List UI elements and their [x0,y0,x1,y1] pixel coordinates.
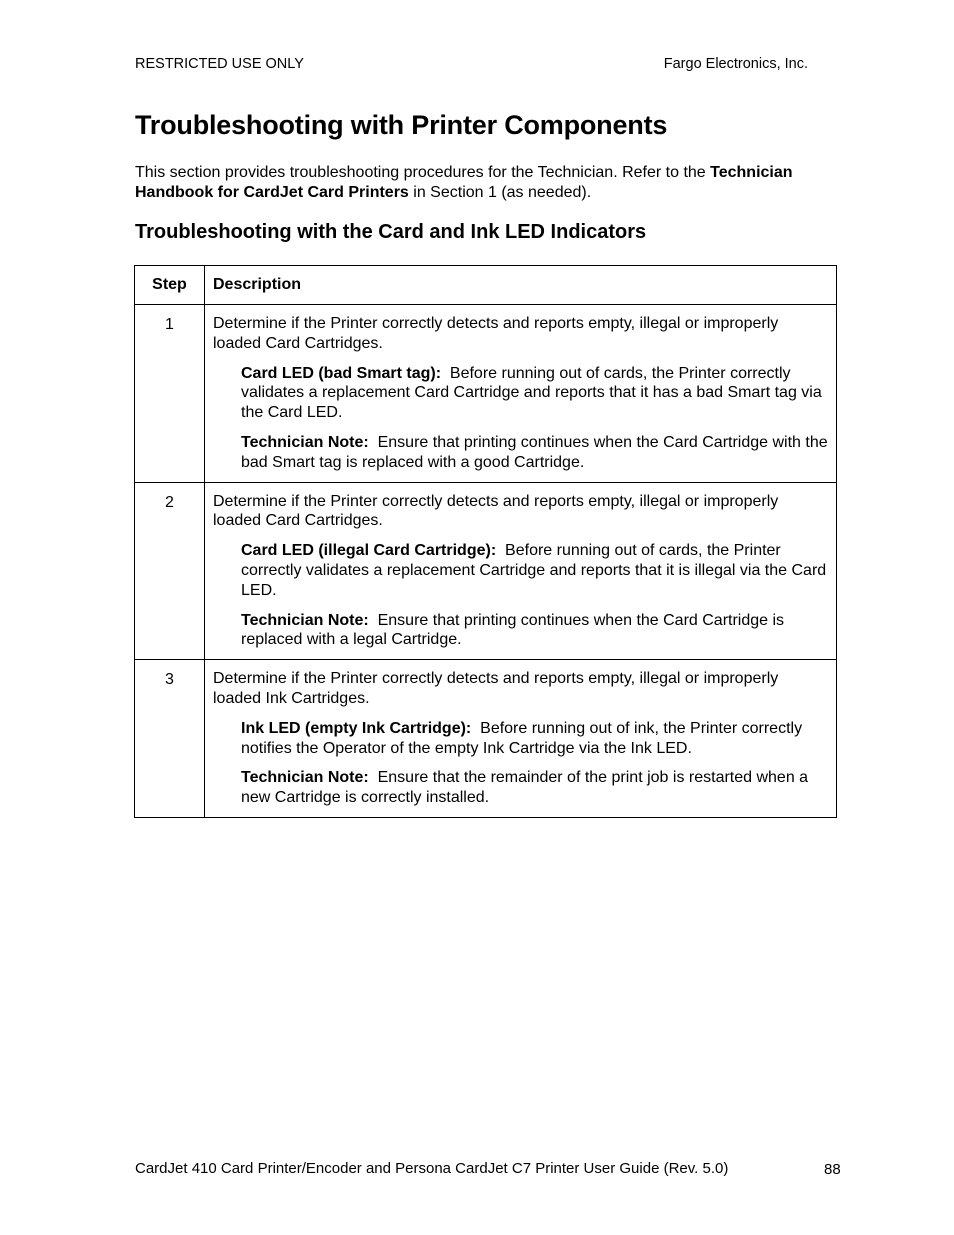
note-text: Ensure that printing continues when the Card Cartridge is replaced with a legal Cartridge. [241,611,789,649]
intro-paragraph [135,163,815,203]
step-lead-text: Determine if the Printer correctly detects and reports empty, illegal or improperly loaded Card Cartridges. [213,315,779,352]
running-header-right: Fargo Electronics, Inc. [663,56,808,72]
column-header-step: Step [135,266,205,305]
step-detail [241,541,831,600]
troubleshooting-table [134,265,837,818]
detail-label: Ink LED (empty Ink Cartridge): [241,719,472,737]
detail-label: Card LED (bad Smart tag): [241,364,442,382]
step-description [205,305,837,483]
technician-note [241,768,828,808]
detail-text: Before running out of cards, the Printer correctly validates a replacement Card Cartridge and reports that it has a bad Smart tag via the Card LED. [241,364,827,422]
note-label: Technician Note: [241,433,369,451]
page-title: Troubleshooting with Printer Components [135,110,668,140]
step-number: 3 [135,660,205,818]
footer-page-number: 88 [824,1161,841,1178]
column-header-description: Description [205,266,837,305]
step-number: 2 [135,482,205,660]
technician-note [241,433,833,473]
table-row [135,482,837,660]
intro-bold-reference: Technician Handbook for CardJet Card Printers [135,164,793,201]
note-text: Ensure that the remainder of the print job is restarted when a new Cartridge is correctly installed. [241,769,813,807]
step-detail [241,719,828,759]
intro-text-1: This section provides troubleshooting procedures for the Technician. Refer to the [135,164,711,181]
table-header-row [135,266,837,305]
step-lead-text: Determine if the Printer correctly detects and reports empty, illegal or improperly loaded Ink Cartridges. [213,670,779,707]
footer-document-title: CardJet 410 Card Printer/Encoder and Persona CardJet C7 Printer User Guide (Rev. 5.0) [135,1160,729,1177]
note-text: Ensure that printing continues when the Card Cartridge with the bad Smart tag is replaced with a good Cartridge. [241,433,833,471]
note-label: Technician Note: [241,769,369,787]
technician-note [241,611,828,651]
table-row [135,305,837,483]
detail-label: Card LED (illegal Card Cartridge): [241,542,497,560]
step-description [205,660,837,818]
intro-text-2: in Section 1 (as needed). [408,184,592,201]
step-lead-text: Determine if the Printer correctly detects and reports empty, illegal or improperly loaded Card Cartridges. [213,492,779,530]
detail-text: Before running out of ink, the Printer correctly notifies the Operator of the empty Ink Cartridge via the Ink LED. [241,719,807,757]
running-header-left: RESTRICTED USE ONLY [135,56,304,72]
table-row [135,660,837,818]
detail-text: Before running out of cards, the Printer correctly validates a replacement Cartridge and reports that it is illegal via the Card LED. [241,542,831,599]
note-label: Technician Note: [241,611,369,629]
step-number: 1 [135,305,205,483]
step-detail [241,364,828,423]
step-description [205,482,837,660]
section-title: Troubleshooting with the Card and Ink LED Indicators [135,221,647,243]
